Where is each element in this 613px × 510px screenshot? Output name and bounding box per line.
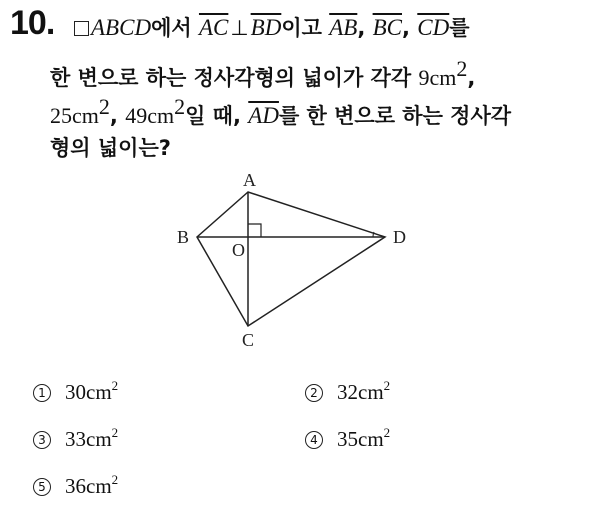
exponent: 2 (456, 56, 468, 81)
text-fragment: 이고 (281, 16, 322, 40)
exponent: 2 (111, 378, 119, 393)
unit: cm (86, 427, 112, 451)
question-line-1 (74, 12, 470, 42)
quadrilateral-figure (170, 168, 420, 358)
quad-name: ABCD (91, 15, 152, 40)
quadrilateral-abcd (197, 192, 385, 326)
text-fragment: 에서 (151, 16, 192, 40)
segment-ad: $\overline{AD}$ (248, 103, 279, 128)
segment-ac: $\overline{AC}$ (198, 15, 229, 40)
right-angle-mark (248, 224, 261, 237)
vertex-label-d: D (393, 227, 406, 247)
unit: cm (358, 380, 384, 404)
exponent: 2 (174, 94, 186, 119)
unit: cm (429, 65, 457, 90)
segment-cd: $\overline{CD}$ (417, 15, 450, 40)
choice-number-icon: 2 (305, 384, 323, 402)
separator: , (402, 16, 410, 40)
choice-value: 32 (337, 380, 358, 404)
choice-value: 36 (65, 474, 86, 498)
unit: cm (86, 474, 112, 498)
choice-number-icon: 3 (33, 431, 51, 449)
exponent: 2 (111, 472, 119, 487)
text-fragment: 형의 넓이는? (50, 136, 171, 160)
unit: cm (147, 103, 175, 128)
exponent: 2 (383, 425, 391, 440)
unit: cm (358, 427, 384, 451)
choice-number-icon: 4 (305, 431, 323, 449)
text-fragment: 한 변으로 하는 정사각형의 넓이가 각각 (50, 66, 412, 90)
choice-4[interactable] (305, 425, 390, 452)
choice-1[interactable] (33, 378, 118, 405)
segment-ab: $\overline{AB}$ (329, 15, 358, 40)
question-line-3 (50, 94, 511, 130)
choice-number-icon: 5 (33, 478, 51, 496)
exponent: 2 (98, 94, 110, 119)
question-line-2 (50, 56, 475, 92)
vertex-label-c: C (242, 330, 255, 350)
area-value: 49 (125, 103, 148, 128)
perpendicular-symbol: ⊥ (230, 16, 249, 40)
text-fragment: 를 한 변으로 하는 정사각 (278, 104, 512, 128)
segment-bd: $\overline{BD}$ (250, 15, 282, 40)
separator: , (467, 66, 476, 90)
vertex-label-b: B (177, 227, 190, 247)
choice-value: 30 (65, 380, 86, 404)
choice-value: 35 (337, 427, 358, 451)
text-fragment: 일 때, (185, 104, 241, 128)
square-symbol-icon (74, 21, 89, 36)
separator: , (109, 104, 118, 128)
separator: , (357, 16, 366, 40)
area-value: 9 (418, 65, 430, 90)
exponent: 2 (111, 425, 119, 440)
vertex-label-a: A (243, 170, 256, 190)
point-label-o: O (232, 240, 245, 260)
choice-value: 33 (65, 427, 86, 451)
unit: cm (86, 380, 112, 404)
text-fragment: 를 (449, 16, 470, 40)
unit: cm (72, 103, 99, 128)
segment-bc: $\overline{BC}$ (372, 15, 402, 40)
choice-2[interactable] (305, 378, 390, 405)
area-value: 25 (50, 103, 72, 128)
question-number: 10. (10, 4, 55, 42)
choice-number-icon: 1 (33, 384, 51, 402)
choice-3[interactable] (33, 425, 118, 452)
question-line-4 (50, 132, 171, 162)
exponent: 2 (383, 378, 391, 393)
choice-5[interactable] (33, 472, 118, 499)
